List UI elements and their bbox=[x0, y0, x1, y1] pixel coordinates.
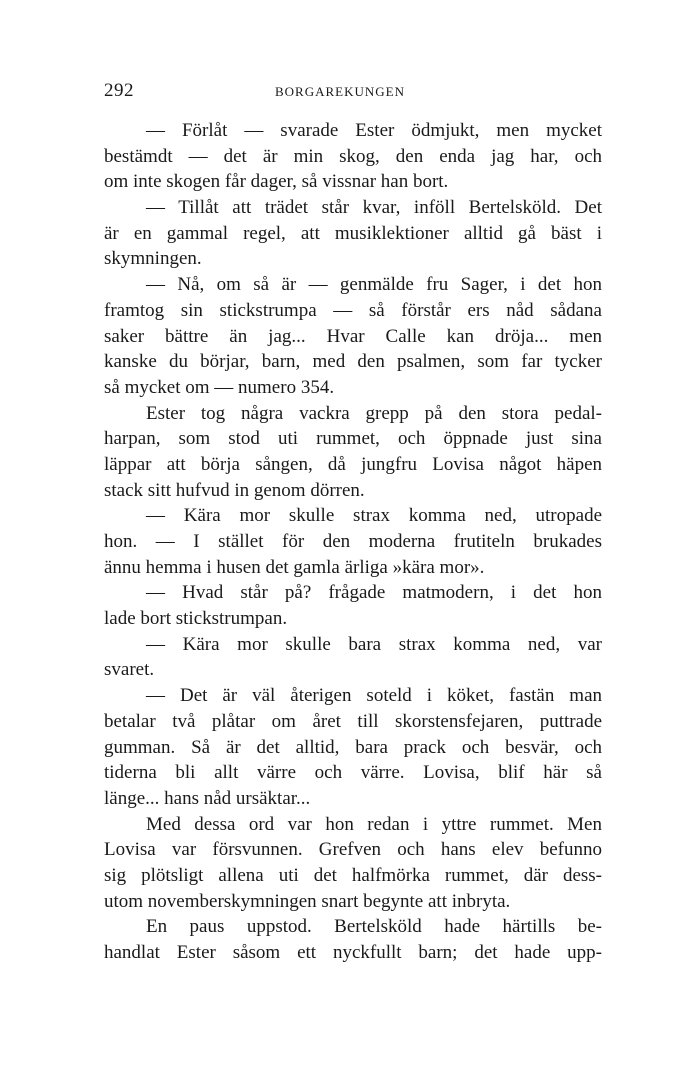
text-line: — Förlåt — svarade Ester ödmjukt, men mycket bbox=[146, 120, 602, 141]
text-line: är en gammal regel, att musiklektioner alltid gå bäst i bbox=[104, 222, 602, 244]
text-line: skymningen. bbox=[104, 248, 202, 270]
text-line: — Kära mor skulle strax komma ned, utropade bbox=[146, 505, 602, 527]
text-line: läppar att börja sången, då jungfru Lovisa något häpen bbox=[104, 453, 602, 475]
text-line: — Kära mor skulle bara strax komma ned, var bbox=[146, 633, 602, 655]
text-line: Ester tog några vackra grepp på den stora pedal- bbox=[146, 402, 602, 424]
page-number: 292 bbox=[104, 80, 134, 101]
text-line: utom novemberskymningen snart begynte att inbryta. bbox=[104, 890, 511, 912]
text-line: — Tillåt att trädet står kvar, inföll Bertelsköld. Det bbox=[146, 197, 602, 219]
text-line: handlat Ester såsom ett nyckfullt barn; det hade upp- bbox=[104, 942, 602, 963]
text-line: kanske du börjar, barn, med den psalmen, som far tycker bbox=[104, 351, 602, 373]
text-line: hon. — I stället för den moderna frutiteln brukades bbox=[104, 531, 602, 552]
text-line: ännu hemma i husen det gamla ärliga »kära mor». bbox=[104, 556, 485, 578]
text-line: svaret. bbox=[104, 659, 155, 681]
text-line: lade bort stickstrumpan. bbox=[104, 608, 288, 630]
text-line: — Hvad står på? frågade matmodern, i det hon bbox=[146, 582, 602, 604]
text-line: så mycket om — numero 354. bbox=[104, 376, 335, 398]
text-line: om inte skogen får dager, så vissnar han bort. bbox=[104, 171, 449, 193]
text-line: betalar två plåtar om året till skorstensfejaren, puttrade bbox=[104, 710, 602, 732]
text-line: framtog sin stickstrumpa — så förstår ers nåd sådana bbox=[104, 299, 602, 321]
text-line: länge... hans nåd ursäktar... bbox=[104, 787, 311, 809]
text-line: — Nå, om så är — genmälde fru Sager, i det hon bbox=[146, 274, 602, 296]
text-line: tiderna bli allt värre och värre. Lovisa, blif här så bbox=[104, 762, 602, 784]
text-line: Med dessa ord var hon redan i yttre rummet. Men bbox=[146, 813, 602, 835]
body-text bbox=[104, 118, 602, 966]
text-line: — Det är väl återigen soteld i köket, fastän man bbox=[146, 685, 602, 707]
text-line: saker bättre än jag... Hvar Calle kan dröja... men bbox=[104, 325, 602, 347]
text-line: En paus uppstod. Bertelsköld hade härtills be- bbox=[146, 916, 602, 938]
text-line: sig plötsligt allena uti det halfmörka rummet, där dess- bbox=[104, 864, 602, 886]
running-title: BORGAREKUNGEN bbox=[275, 84, 405, 99]
text-line: harpan, som stod uti rummet, och öppnade just sina bbox=[104, 428, 602, 450]
text-line: stack sitt hufvud in genom dörren. bbox=[104, 479, 365, 501]
text-line: gumman. Så är det alltid, bara prack och besvär, och bbox=[104, 736, 602, 758]
text-line: Lovisa var försvunnen. Grefven och hans elev befunno bbox=[104, 839, 602, 861]
text-line: bestämdt — det är min skog, den enda jag har, och bbox=[104, 145, 602, 167]
